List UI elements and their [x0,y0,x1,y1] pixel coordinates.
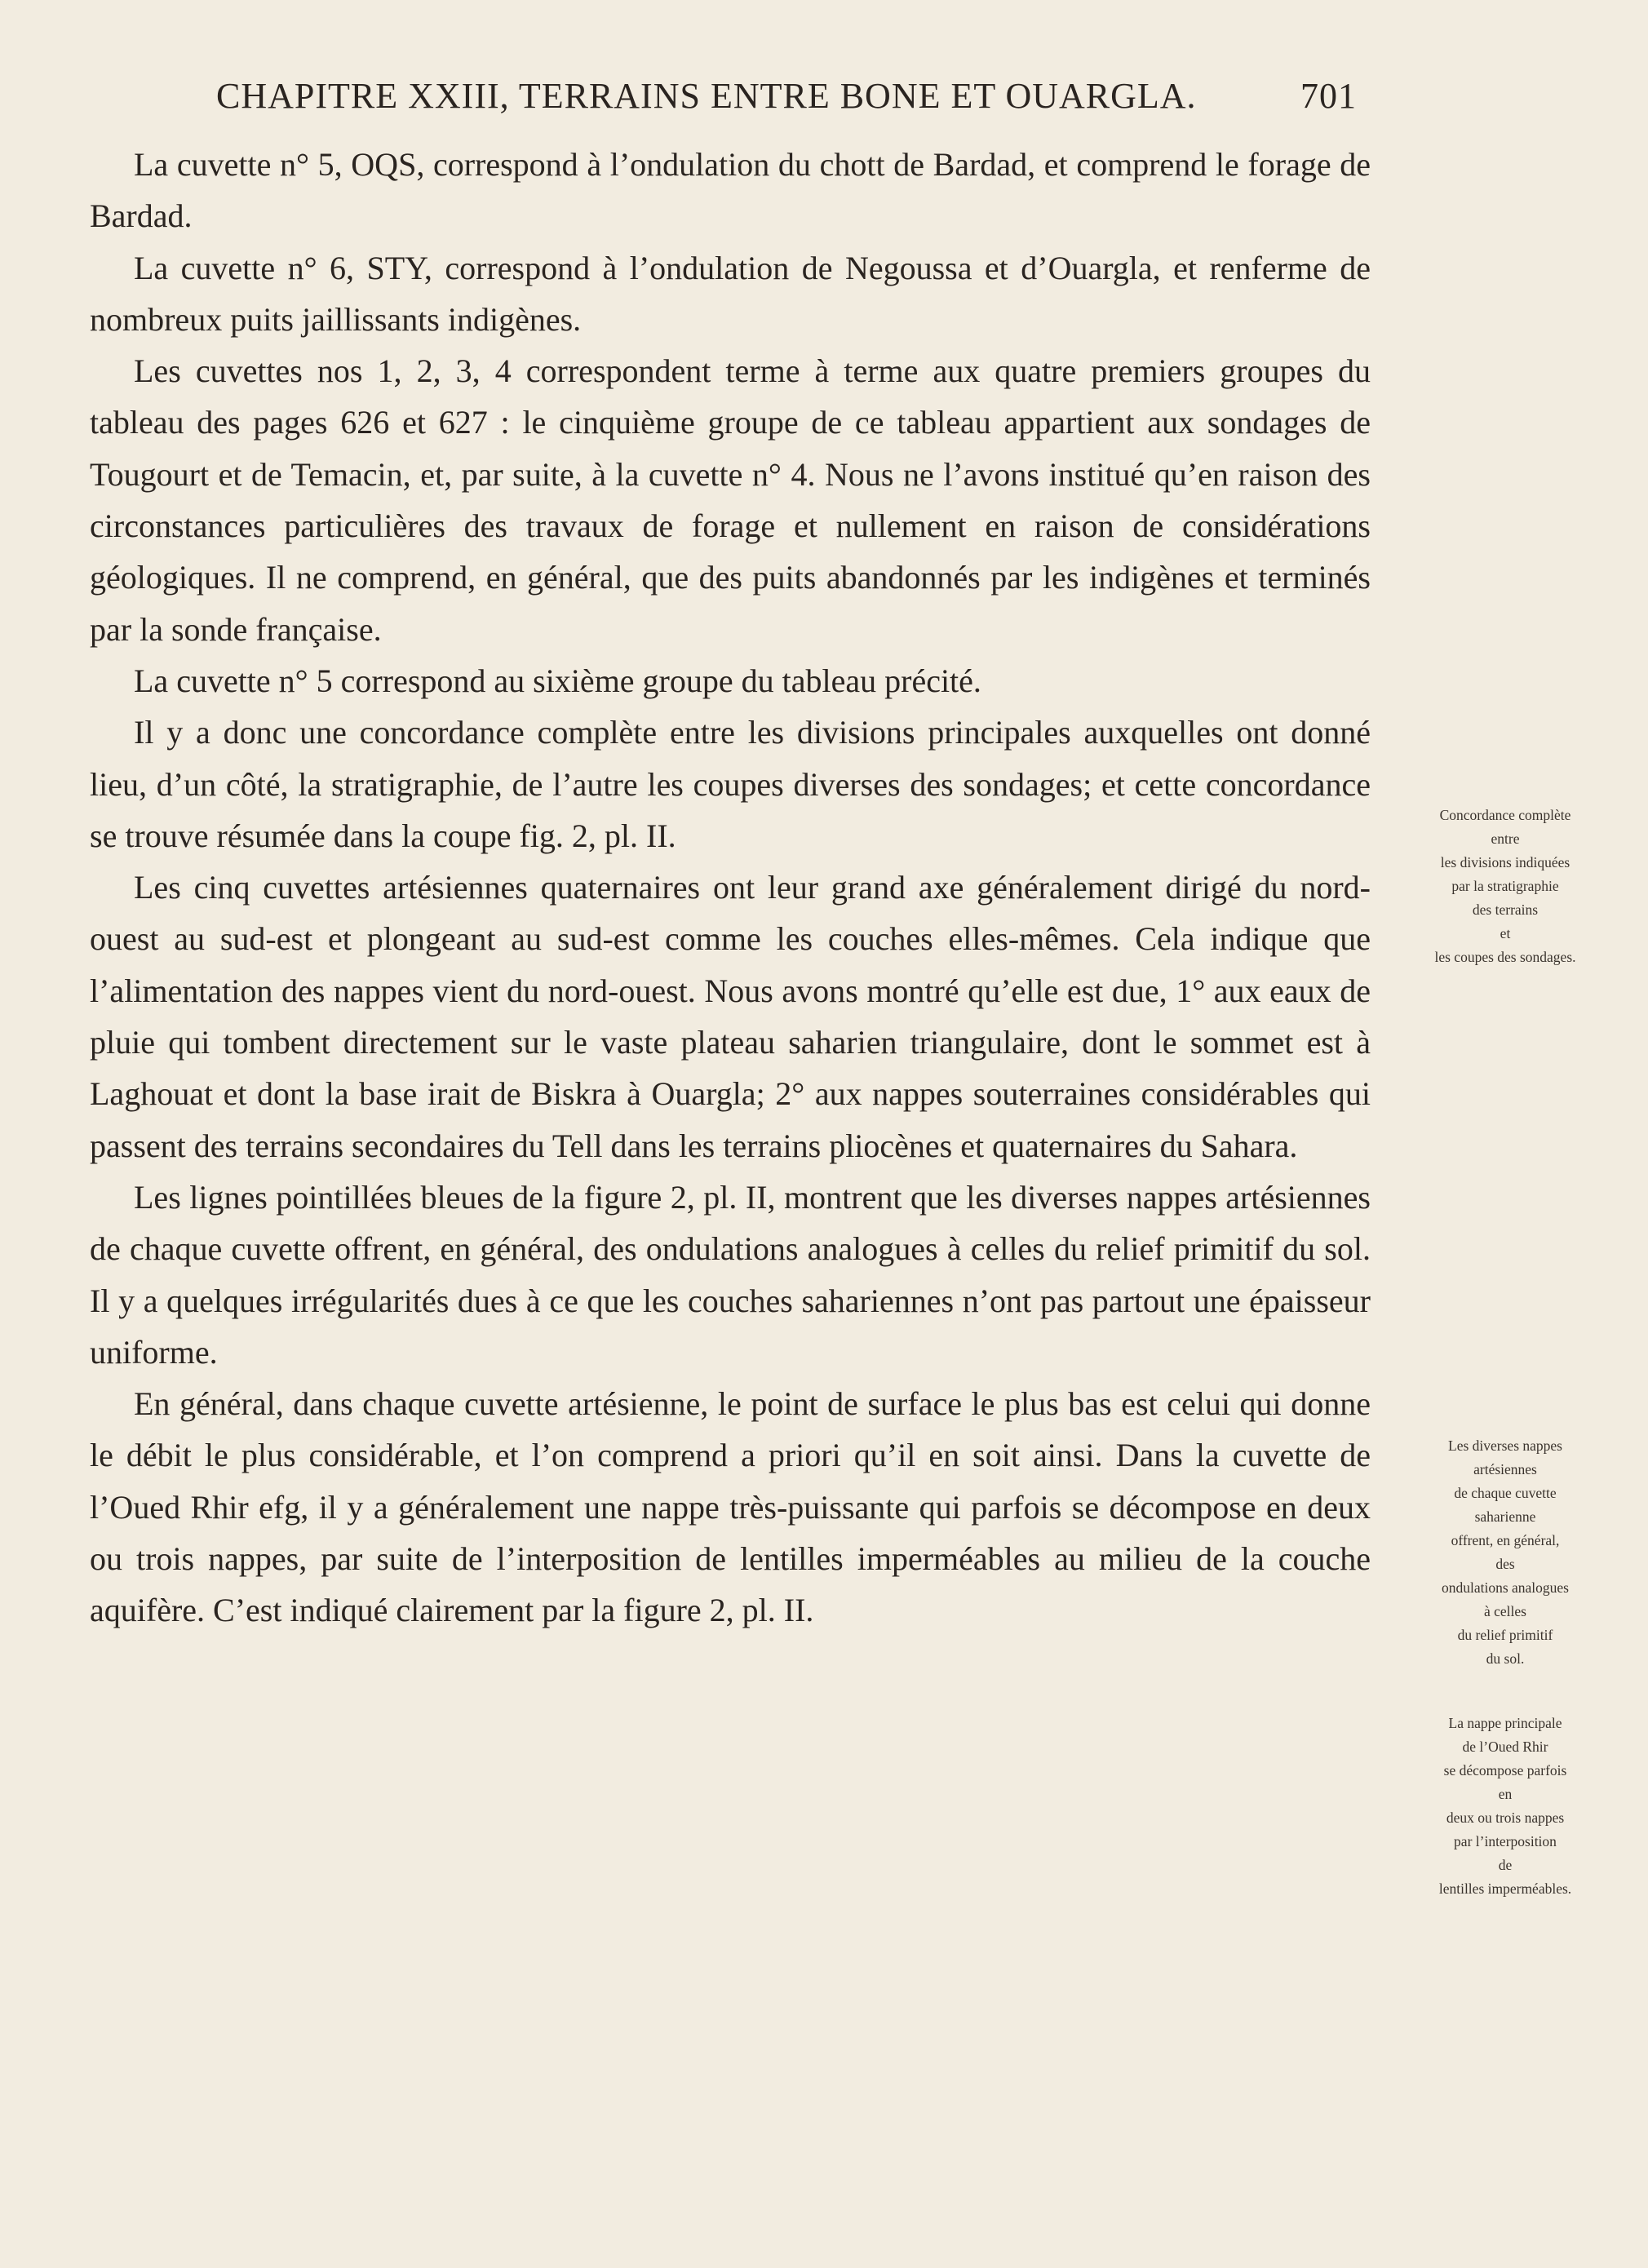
margin-note-line: ondulations analogues [1441,1579,1569,1596]
running-header [216,75,1357,122]
margin-note-line: deux ou trois nappes [1446,1810,1565,1826]
margin-note-line: La nappe principale [1448,1715,1562,1731]
margin-note-nappes [1383,1434,1628,1671]
margin-note-oued-rhir [1383,1712,1628,1901]
margin-note-line: se décompose parfois [1443,1762,1567,1779]
margin-note-line: de [1498,1857,1513,1873]
margin-note-line: de chaque cuvette [1454,1485,1557,1501]
margin-note-line: par la stratigraphie [1451,878,1559,894]
margin-note-line: lentilles imperméables. [1438,1880,1572,1897]
margin-note-line: en [1498,1786,1513,1802]
margin-note-line: par l’interposition [1454,1833,1557,1849]
margin-note-line: saharienne [1474,1508,1536,1525]
margin-note-line: des [1495,1556,1515,1572]
margin-note-line: du sol. [1486,1650,1525,1667]
paragraph: Les cinq cuvettes artésiennes quaternaires ont leur grand axe généralement dirigé du nord-ouest au sud-est et plongeant au sud-est comme les couches elles-mêmes. Cela indique que l’alimentation des nappes vient du nord-ouest. Nous avons montré qu’elle est due, 1° aux eaux de pluie qui tombent directement sur le vaste plateau saharien triangulaire, dont le sommet est à Laghouat et dont la base irait de Biskra à Ouargla; 2° aux nappes souterraines considérables qui passent des terrains secondaires du Tell dans les terrains pliocènes et quaternaires du Sahara. [90,869,1371,1164]
margin-note-line: de l’Oued Rhir [1462,1739,1548,1755]
margin-note-line: à celles [1484,1603,1526,1619]
margin-note-line: les coupes des sondages. [1434,949,1576,965]
paragraph: Les cuvettes nos 1, 2, 3, 4 correspondent terme à terme aux quatre premiers groupes du tableau des pages 626 et 627 : le cinquième groupe de ce tableau appartient aux sondages de Tougourt et de Temacin, et, par suite, à la cuvette n° 4. Nous ne l’avons institué qu’en raison des circonstances particulières des travaux de forage et nullement en raison de considérations géologiques. Il ne comprend, en général, que des puits abandonnés par les indigènes et terminés par la sonde française. [90,352,1371,648]
margin-note-line: et [1500,925,1511,941]
margin-note-line: du relief primitif [1457,1627,1553,1643]
chapter-title: CHAPITRE XXIII, TERRAINS ENTRE BONE ET OUARGLA. [216,76,1197,116]
body-text [90,139,1371,1637]
paragraph: Les lignes pointillées bleues de la figure 2, pl. II, montrent que les diverses nappes artésiennes de chaque cuvette offrent, en général, des ondulations analogues à celles du relief primitif du sol. Il y a quelques irrégularités dues à ce que les couches sahariennes n’ont pas partout une épaisseur uniforme. [90,1178,1371,1371]
paragraph: La cuvette n° 5, OQS, correspond à l’ondulation du chott de Bardad, et comprend le forage de Bardad. [90,146,1371,235]
margin-note-line: artésiennes [1473,1461,1537,1477]
margin-note-line: Les diverses nappes [1448,1437,1562,1454]
margin-note-line: offrent, en général, [1451,1532,1560,1548]
margin-note-concordance [1383,804,1628,969]
paragraph: La cuvette n° 5 correspond au sixième groupe du tableau précité. [134,662,981,699]
margin-note-line: entre [1491,831,1520,847]
paragraph: Il y a donc une concordance complète entre les divisions principales auxquelles ont donné lieu, d’un côté, la stratigraphie, de l’autre les coupes diverses des sondages; et cette concordance se trouve résumée dans la coupe fig. 2, pl. II. [90,714,1371,854]
paragraph: En général, dans chaque cuvette artésienne, le point de surface le plus bas est celui qui donne le débit le plus considérable, et l’on comprend a priori qu’il en soit ainsi. Dans la cuvette de l’Oued Rhir efg, il y a généralement une nappe très-puissante qui parfois se décompose en deux ou trois nappes, par suite de l’interposition de lentilles imperméables au milieu de la couche aquifère. C’est indiqué clairement par la figure 2, pl. II. [90,1385,1371,1629]
margin-note-line: Concordance complète [1439,807,1571,823]
margin-note-line: les divisions indiquées [1440,854,1570,870]
paragraph: La cuvette n° 6, STY, correspond à l’ondulation de Negoussa et d’Ouargla, et renferme de nombreux puits jaillissants indigènes. [90,249,1371,338]
margin-note-line: des terrains [1472,901,1539,918]
page-number: 701 [1300,76,1357,116]
